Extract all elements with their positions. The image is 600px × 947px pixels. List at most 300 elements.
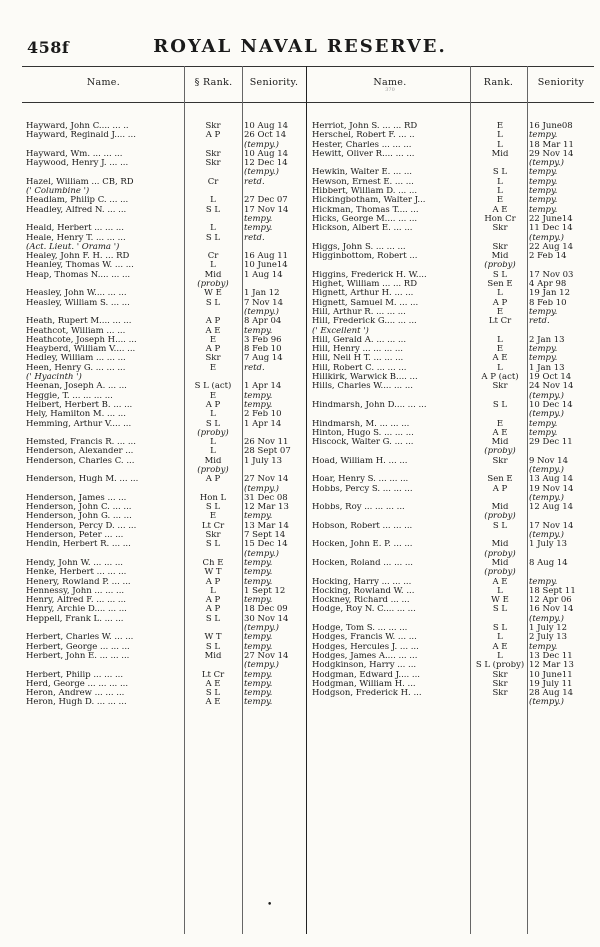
entry-name: Hazel, William ... CB, RD	[26, 177, 134, 187]
entry-name: Hill, Neil H T. ... ... ...	[312, 354, 404, 364]
column-header-rank: § Rank.	[194, 77, 233, 88]
entry-seniority: tempy.	[244, 400, 273, 410]
table-row	[0, 633, 600, 642]
entry-name: Henery, Rowland P. ... ...	[26, 577, 131, 587]
entry-name: Healey, John F. H. ... RD	[26, 252, 130, 262]
entry-seniority: (tempy.)	[529, 465, 564, 475]
entry-name: Haywood, Henry J. ... ...	[26, 159, 129, 169]
entry-seniority: 16 Nov 14	[529, 605, 574, 615]
entry-name: Heathcote, Joseph H.... ...	[26, 335, 137, 345]
entry-seniority: (tempy.)	[529, 233, 564, 243]
table-row	[0, 150, 600, 159]
table-row	[0, 289, 600, 298]
entry-rank: L	[210, 224, 216, 234]
entry-rank: Skr	[492, 242, 508, 252]
entry-name: Heathcot, William ... ...	[26, 326, 126, 336]
entry-name: Hindmarsh, John D.... ... ...	[312, 400, 427, 410]
entry-seniority: (tempy.)	[529, 410, 564, 420]
entry-name: Hills, Charles W.... ... ...	[312, 382, 413, 392]
entry-rank: S L	[492, 270, 508, 280]
entry-name: Hignett, Arthur H. ... ...	[312, 289, 414, 299]
entry-rank: E	[209, 363, 217, 373]
entry-seniority: 13 Mar 14	[244, 521, 289, 531]
library-stamp: 370	[385, 87, 395, 93]
entry-seniority: 15 Dec 14	[244, 540, 288, 550]
entry-name: Henry, Archie D.... ... ...	[26, 605, 127, 615]
entry-seniority: 18 Mar 11	[529, 140, 574, 150]
entry-rank: S L (act)	[194, 382, 232, 392]
entry-rank: Cr	[207, 252, 219, 262]
entry-rank: L	[210, 447, 216, 457]
entry-rank: S L	[205, 503, 221, 513]
entry-seniority: 4 Apr 98	[529, 280, 567, 290]
entry-rank: W E	[204, 289, 222, 299]
column-header-seniority-right: Seniority	[537, 77, 585, 88]
entry-name: Hoar, Henry S. ... ... ...	[312, 475, 409, 485]
entry-seniority: 26 Nov 11	[244, 438, 289, 448]
entry-name: Henderson, Charles C. ...	[26, 456, 135, 466]
entry-seniority: tempy.	[244, 698, 273, 708]
entry-rank: (proby)	[197, 280, 229, 290]
entry-name: Hickson, Albert E. ... ...	[312, 224, 413, 234]
entry-rank: A E	[205, 326, 221, 336]
column-header-name: Name.	[86, 77, 121, 88]
entry-seniority: (tempy.)	[244, 661, 279, 671]
entry-rank: Mid	[491, 438, 509, 448]
table-row	[0, 327, 600, 336]
entry-rank: L	[210, 196, 216, 206]
entry-rank: E	[496, 196, 504, 206]
entry-rank: A E	[205, 679, 221, 689]
entry-seniority: 29 Nov 14	[529, 149, 574, 159]
table-row	[0, 364, 600, 373]
entry-seniority: 16 June08	[529, 122, 573, 131]
entry-rank: (proby)	[484, 568, 516, 578]
entry-rank: S L	[205, 642, 221, 652]
entry-rank: S L	[205, 689, 221, 699]
entry-name: Heggie, T. ... ... ... ...	[26, 391, 113, 401]
table-row	[0, 401, 600, 410]
entry-name: Heasley, William S. ... ...	[26, 298, 130, 308]
footer-mark: •	[267, 900, 273, 910]
entry-rank: L	[497, 586, 503, 596]
entry-seniority: 1 July 13	[529, 540, 568, 550]
entry-name: Hodgman, Edward J.... ...	[312, 670, 420, 680]
entry-seniority: tempy.	[529, 205, 558, 215]
entry-seniority: (tempy.)	[529, 159, 564, 169]
table-row	[0, 447, 600, 456]
entry-seniority: 7 Aug 14	[244, 354, 283, 364]
entry-name: Hester, Charles ... ... ...	[312, 140, 412, 150]
entry-seniority: 17 Nov 14	[529, 521, 574, 531]
entry-rank: A P	[492, 298, 508, 308]
entry-rank: A P	[205, 577, 221, 587]
entry-rank: A P	[205, 475, 221, 485]
entry-seniority: 19 July 11	[529, 679, 573, 689]
entry-rank: Hon Cr	[484, 214, 516, 224]
table-row	[0, 438, 600, 447]
page-number: 458f	[27, 38, 70, 57]
entry-rank: L	[210, 586, 216, 596]
table-row	[0, 512, 600, 521]
table-row	[0, 317, 600, 326]
entry-seniority: 27 Nov 14	[244, 475, 289, 485]
entry-seniority: 22 June14	[529, 214, 573, 224]
entry-seniority: (tempy.)	[244, 168, 279, 178]
table-row	[0, 392, 600, 401]
entry-seniority: 1 Apr 14	[244, 382, 282, 392]
entry-name: (' Columbine ')	[26, 187, 90, 197]
entry-seniority: 24 Nov 14	[529, 382, 574, 392]
entry-name: Herschel, Robert F. ... ..	[312, 131, 415, 141]
entry-name: Hicks, George M.... ... ...	[312, 214, 418, 224]
entry-seniority: 10 Dec 14	[529, 400, 573, 410]
entry-rank: A P	[492, 484, 508, 494]
entry-name: Heron, Andrew ... ... ...	[26, 689, 125, 699]
entry-rank: Sen E	[487, 280, 513, 290]
entry-name: Higgs, John S. ... ... ...	[312, 242, 406, 252]
entry-name: (' Excellent ')	[312, 326, 369, 336]
entry-name: Hewkin, Walter E. ... ...	[312, 168, 412, 178]
table-row	[0, 122, 600, 131]
entry-name: Hickingbotham, Walter J...	[312, 196, 426, 206]
entry-seniority: tempy.	[529, 354, 558, 364]
entry-seniority: tempy.	[244, 689, 273, 699]
header-rule-top	[22, 66, 594, 67]
entry-seniority: tempy.	[529, 577, 558, 587]
entry-name: Heanley, Thomas W. ... ...	[26, 261, 134, 271]
entry-rank: Hon L	[199, 493, 227, 503]
entry-rank: S L (proby)	[475, 661, 525, 671]
entry-name: Heenan, Joseph A. ... ...	[26, 382, 127, 392]
entry-seniority: tempy.	[529, 196, 558, 206]
entry-name: Hodgkinson, Harry ... ...	[312, 661, 417, 671]
entry-seniority: tempy.	[244, 391, 273, 401]
table-row	[0, 252, 600, 261]
entry-seniority: 8 Aug 14	[529, 558, 568, 568]
entry-rank: Skr	[492, 689, 508, 699]
entry-seniority: (tempy.)	[244, 140, 279, 150]
column-header-seniority: Seniority.	[249, 77, 299, 88]
table-row	[0, 485, 600, 494]
entry-name: Hely, Hamilton M. ... ...	[26, 410, 126, 420]
entry-name: Hocken, Roland ... ... ...	[312, 558, 413, 568]
entry-name: Hiscock, Walter G. ... ...	[312, 438, 414, 448]
entry-seniority: 17 Nov 03	[529, 270, 574, 280]
table-row	[0, 671, 600, 680]
entry-seniority: 13 Aug 14	[529, 475, 574, 485]
entry-name: Helbert, Herbert B. ... ...	[26, 400, 133, 410]
table-row	[0, 159, 600, 168]
table-row	[0, 224, 600, 233]
entry-seniority: 12 Dec 14	[244, 159, 288, 169]
entry-rank: W E	[491, 596, 509, 606]
entry-seniority: 30 Nov 14	[244, 614, 289, 624]
entry-name: Hennessy, John ... ... ...	[26, 586, 125, 596]
entry-seniority: 7 Nov 14	[244, 298, 283, 308]
entry-rank: Skr	[205, 354, 221, 364]
entry-rank: Mid	[491, 252, 509, 262]
entry-rank: Mid	[204, 270, 222, 280]
entry-rank: E	[496, 345, 504, 355]
table-row	[0, 587, 600, 596]
table-row	[0, 494, 600, 503]
table-row	[0, 503, 600, 512]
entry-rank: L	[497, 289, 503, 299]
entry-seniority: tempy.	[244, 558, 273, 568]
table-row	[0, 196, 600, 205]
entry-name: Hillkirk, Warwick B.... ...	[312, 373, 418, 383]
entry-seniority: tempy.	[244, 568, 273, 578]
entry-rank: Mid	[491, 558, 509, 568]
entry-seniority: 8 Feb 10	[244, 345, 282, 355]
entry-seniority: 12 Mar 13	[244, 503, 289, 513]
entry-name: Hodge, Roy N. C.... ... ...	[312, 605, 416, 615]
entry-name: Hendin, Herbert R. ... ...	[26, 540, 131, 550]
entry-rank: S L	[492, 605, 508, 615]
entry-name: Herbert, John E. ... ... ...	[26, 651, 130, 661]
entry-seniority: tempy.	[529, 168, 558, 178]
entry-name: Hendy, John W. ... ... ...	[26, 558, 123, 568]
table-row	[0, 689, 600, 698]
table-row	[0, 540, 600, 549]
entry-rank: Skr	[492, 456, 508, 466]
entry-name: Higginbottom, Robert ...	[312, 252, 418, 262]
entry-rank: S L	[205, 614, 221, 624]
table-row	[0, 429, 600, 438]
entry-name: Highet, William ... ... RD	[312, 280, 418, 290]
entry-seniority: 28 Aug 14	[529, 689, 574, 699]
entry-name: Hocking, Harry ... ... ...	[312, 577, 412, 587]
entry-rank: S L	[205, 540, 221, 550]
entry-rank: L	[497, 363, 503, 373]
entry-seniority: tempy.	[244, 642, 273, 652]
entries-table	[0, 122, 600, 708]
table-row	[0, 531, 600, 540]
entry-name: Hewson, Ernest E. ... ...	[312, 177, 414, 187]
entry-rank: A P (act)	[481, 373, 519, 383]
table-row	[0, 373, 600, 382]
table-row	[0, 382, 600, 391]
entry-name: Henderson, Peter ... ...	[26, 531, 124, 541]
entry-rank: Mid	[491, 540, 509, 550]
entry-name: Hobbs, Percy S. ... ... ...	[312, 484, 413, 494]
entry-seniority: tempy.	[529, 642, 558, 652]
entry-seniority: 3 Feb 96	[244, 335, 282, 345]
entry-seniority: (tempy.)	[244, 484, 279, 494]
entry-seniority: 10 Aug 14	[244, 122, 289, 131]
entry-name: Headlam, Philip C. ... ...	[26, 196, 129, 206]
entry-rank: Skr	[205, 159, 221, 169]
entry-seniority: 1 Aug 14	[244, 270, 283, 280]
entry-rank: Ch E	[202, 558, 224, 568]
entry-name: Hocking, Rowland W. ...	[312, 586, 415, 596]
entry-rank: A P	[205, 131, 221, 141]
entry-seniority: tempy.	[244, 224, 273, 234]
entry-rank: W T	[204, 568, 222, 578]
entry-rank: A P	[205, 596, 221, 606]
entry-seniority: 12 Aug 14	[529, 503, 574, 513]
entry-seniority: 19 Jan 12	[529, 289, 570, 299]
column-header-name-right: Name.	[373, 77, 407, 88]
entry-rank: (proby)	[197, 465, 229, 475]
entry-seniority: tempy.	[244, 214, 273, 224]
entry-seniority: 1 Apr 14	[244, 419, 282, 429]
entry-rank: Skr	[205, 149, 221, 159]
entry-name: Henderson, John G. ... ...	[26, 512, 132, 522]
entry-seniority: tempy.	[244, 633, 273, 643]
entry-seniority: 10 Aug 14	[244, 149, 289, 159]
entry-rank: (proby)	[484, 549, 516, 559]
table-row	[0, 280, 600, 289]
entry-rank: Cr	[207, 177, 219, 187]
entry-seniority: (tempy.)	[244, 307, 279, 317]
entry-name: Henderson, Percy D. ... ...	[26, 521, 137, 531]
entry-name: Hill, Frederick G.... ... ...	[312, 317, 417, 327]
table-row	[0, 652, 600, 661]
entry-name: Hodgson, Frederick H. ...	[312, 689, 422, 699]
entry-name: Hill, Gerald A. ... ... ...	[312, 335, 407, 345]
table-row	[0, 578, 600, 587]
entry-rank: (proby)	[484, 512, 516, 522]
page-title: ROYAL NAVAL RESERVE.	[153, 36, 447, 57]
entry-seniority: tempy.	[529, 131, 558, 141]
entry-rank: L	[210, 410, 216, 420]
entry-rank: A P	[205, 605, 221, 615]
entry-seniority: 13 Dec 11	[529, 651, 573, 661]
entry-name: Henderson, Hugh M. ... ...	[26, 475, 139, 485]
entry-name: Herbert, Charles W. ... ...	[26, 633, 134, 643]
entry-seniority: tempy.	[244, 326, 273, 336]
entry-name: Hodges, Hercules J. ... ...	[312, 642, 419, 652]
entry-seniority: tempy.	[244, 596, 273, 606]
entry-rank: Lt Cr	[488, 317, 512, 327]
entry-rank: Skr	[492, 679, 508, 689]
entry-name: Herbert, George ... ... ...	[26, 642, 130, 652]
entry-rank: Sen E	[487, 475, 513, 485]
entry-seniority: 2 Jan 13	[529, 335, 565, 345]
entry-seniority: tempy.	[244, 679, 273, 689]
table-row	[0, 466, 600, 475]
entry-rank: L	[497, 140, 503, 150]
entry-name: Hignett, Samuel M. ... ...	[312, 298, 419, 308]
entry-name: Hayward, John C.... ... ..	[26, 122, 129, 131]
table-row	[0, 559, 600, 568]
table-row	[0, 308, 600, 317]
table-row	[0, 261, 600, 270]
entry-seniority: 28 Sept 07	[244, 447, 291, 457]
entry-name: Hill, Henry ... ... ... ...	[312, 345, 403, 355]
entry-rank: Skr	[492, 382, 508, 392]
table-row	[0, 680, 600, 689]
entry-rank: L	[210, 261, 216, 271]
entry-seniority: 1 Jan 13	[529, 363, 565, 373]
entry-seniority: (tempy.)	[529, 531, 564, 541]
table-row	[0, 475, 600, 484]
table-row	[0, 420, 600, 429]
entry-rank: A E	[492, 354, 508, 364]
entry-name: Heath, Rupert M.... ... ...	[26, 317, 132, 327]
entry-seniority: 1 Sept 12	[244, 586, 286, 596]
table-row	[0, 698, 600, 707]
entry-rank: S L	[492, 624, 508, 634]
entry-rank: L	[497, 633, 503, 643]
entry-seniority: (tempy.)	[529, 698, 564, 708]
entry-name: Hemming, Arthur V.... ...	[26, 419, 132, 429]
entry-name: Heron, Hugh D. ... ... ...	[26, 698, 127, 708]
entry-name: Hill, Arthur R. ... ... ...	[312, 307, 406, 317]
entry-name: Heasley, John W.... ... ...	[26, 289, 127, 299]
table-row	[0, 206, 600, 215]
entry-seniority: (tempy.)	[529, 391, 564, 401]
entry-seniority: tempy.	[244, 577, 273, 587]
table-row	[0, 131, 600, 140]
column-header-rank-right: Rank.	[483, 77, 514, 88]
entry-rank: A E	[492, 205, 508, 215]
entry-name: Herd, George ... ... ... ...	[26, 679, 129, 689]
table-row	[0, 354, 600, 363]
entry-seniority: 10 June11	[529, 670, 573, 680]
entry-name: Herriot, John S. ... ... RD	[312, 122, 418, 131]
entry-rank: E	[209, 512, 217, 522]
entry-seniority: 7 Sept 14	[244, 531, 286, 541]
entry-rank: E	[496, 419, 504, 429]
entry-name: Hayward, Wm. ... ... ...	[26, 149, 123, 159]
entry-name: Hemsted, Francis R. ... ...	[26, 438, 136, 448]
entry-rank: (proby)	[484, 261, 516, 271]
entry-rank: L	[497, 177, 503, 187]
entry-seniority: tempy.	[529, 307, 558, 317]
table-row	[0, 345, 600, 354]
table-row	[0, 624, 600, 633]
entry-rank: S L	[492, 168, 508, 178]
entry-name: Heale, Henry T. ... ... ...	[26, 233, 126, 243]
entry-seniority: tempy.	[244, 670, 273, 680]
entry-name: Hodge, Tom S. ... ... ...	[312, 624, 408, 634]
entry-rank: L	[210, 438, 216, 448]
entry-seniority: retd.	[529, 317, 550, 327]
entry-name: Hindmarsh, M. ... ... ...	[312, 419, 410, 429]
header-rule-bottom	[22, 102, 594, 103]
entry-name: Hodges, James A.... ... ...	[312, 651, 418, 661]
entry-name: Hickman, Thomas T.... ...	[312, 205, 419, 215]
entry-rank: W T	[204, 633, 222, 643]
entry-name: Henderson, John C. ... ...	[26, 503, 132, 513]
table-row	[0, 596, 600, 605]
entry-rank: (proby)	[484, 447, 516, 457]
entry-name: Hodges, Francis W. ... ...	[312, 633, 417, 643]
entry-seniority: tempy.	[529, 419, 558, 429]
entry-name: Henderson, Alexander ...	[26, 447, 134, 457]
entry-seniority: retd.	[244, 177, 265, 187]
entry-name: Hinton, Hugo S. ... ... ...	[312, 428, 414, 438]
table-row	[0, 187, 600, 196]
entry-rank: A E	[492, 428, 508, 438]
entry-name: Heayberd, William V.... ...	[26, 345, 136, 355]
entry-rank: L	[497, 187, 503, 197]
entry-seniority: retd.	[244, 363, 265, 373]
entry-seniority: 22 Aug 14	[529, 242, 574, 252]
entry-name: (' Hyacinth ')	[26, 373, 82, 383]
entry-rank: (proby)	[197, 428, 229, 438]
entry-name: Hill, Robert C. ... ... ...	[312, 363, 407, 373]
table-row	[0, 568, 600, 577]
entry-seniority: tempy.	[529, 345, 558, 355]
table-row	[0, 550, 600, 559]
entry-name: Henderson, James ... ...	[26, 493, 127, 503]
table-row	[0, 522, 600, 531]
entry-seniority: 19 Oct 14	[529, 373, 572, 383]
